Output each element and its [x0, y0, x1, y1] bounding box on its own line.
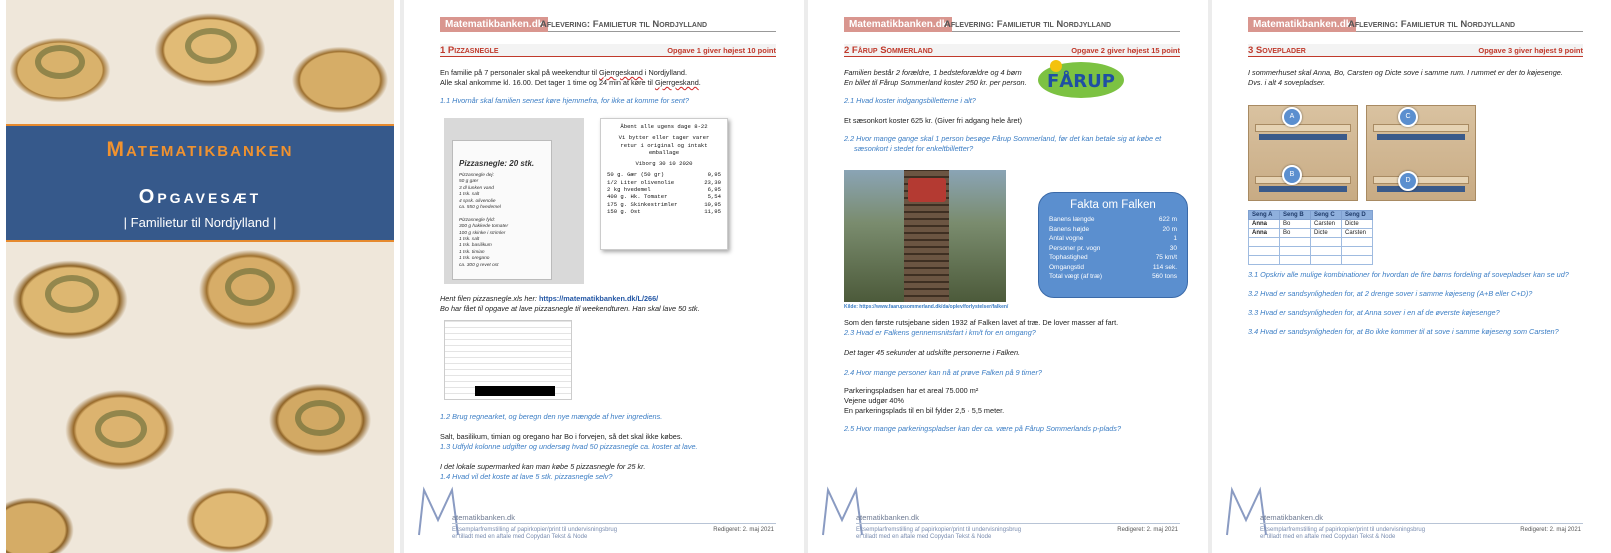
question-1-2: 1.2 Brug regnearket, og beregn den nye mængde af hver ingrediens. [440, 412, 663, 421]
header-brand: Matematikbanken.dk [440, 17, 548, 32]
question-3-3: 3.3 Hvad er sandsynligheden for, at Anna sover i en af de øverste køjesenge? [1248, 308, 1500, 317]
header-brand: Matematikbanken.dk [844, 17, 952, 32]
fakta-row: Omgangstid 114 sek. [1049, 263, 1177, 271]
receipt-item: 2 kg hvedemel 6,95 [607, 186, 721, 194]
file-line: Hent filen pizzasnegle.xls her: https://matematikbanken.dk/L/266/ [440, 294, 659, 303]
question-1-1: 1.1 Hvornår skal familien senest køre hjemmefra, for ikke at komme for sent? [440, 96, 689, 105]
footer-date: Redigeret: 2. maj 2021 [1117, 527, 1178, 533]
photo-source: Kilde: https://www.faarupsommerland.dk/da/oplev/forlystelser/falken/ [844, 304, 1009, 310]
salt-text: Salt, basilikum, timian og oregano har Bo i forvejen, så det skal ikke købes. [440, 432, 683, 441]
question-3-2: 3.2 Hvad er sandsynligheden for, at 2 drenge sover i samme køjeseng (A+B eller C+D)? [1248, 289, 1533, 298]
section-header [440, 44, 776, 57]
bed-label-d: D [1398, 171, 1418, 191]
footer-note: Eksemplarfremstilling af papirkopier/print til undervisningsbrug er tilladt med en aftale med Copydan Tekst & Node [452, 527, 618, 540]
table-row [1249, 238, 1373, 247]
parking-text: En parkeringsplads til en bil fylder 2,5 · 5,5 meter. [844, 406, 1005, 415]
footer-date: Redigeret: 2. maj 2021 [713, 527, 774, 533]
fakta-row: Total vægt (af træ) 560 tons [1049, 273, 1177, 280]
section-points: Opgave 2 giver højest 15 point [1071, 46, 1180, 55]
fakta-row: Personer pr. vogn 30 [1049, 244, 1177, 252]
table-row: Anna Bo Carsten Dicte [1249, 220, 1373, 229]
sleeping-table [1248, 210, 1373, 265]
receipt-item: 400 g. Hk. Tomater 5,54 [607, 193, 721, 201]
intro-line: En billet til Fårup Sommerland koster 250 kr. per person. [844, 78, 1027, 87]
table-row [1249, 247, 1373, 256]
intro-line: I sommerhuset skal Anna, Bo, Carsten og Dicte sove i samme rum. I rummet er der to køjesenge. [1248, 68, 1563, 77]
question-2-3: 2.3 Hvad er Falkens gennemsnitsfart i km/t for en omgang? [844, 328, 1036, 337]
parking-text: Parkeringspladsen har et areal 75.000 m² [844, 386, 979, 395]
cover-title-band [6, 124, 394, 242]
fakta-row: Banens højde 20 m [1049, 225, 1177, 233]
intro-line: Alle skal ankomme kl. 16.00. Det tager 1 time og 24 min at køre til Gjerrgeskand. [440, 78, 701, 87]
table-header: Seng A [1249, 211, 1280, 220]
intro-line: En familie på 7 personaler skal på weekendtur til Gjerrgeskand i Nordjylland. [440, 68, 688, 77]
footer-note: Eksemplarfremstilling af papirkopier/print til undervisningsbrug er tilladt med en aftale med Copydan Tekst & Node [1260, 527, 1426, 540]
cover-subtitle: | Familietur til Nordjylland | [123, 215, 277, 230]
footer-note: Eksemplarfremstilling af papirkopier/print til undervisningsbrug er tilladt med en aftale med Copydan Tekst & Node [856, 527, 1022, 540]
supermarket-text: I det lokale supermarked kan man købe 5 pizzasnegle for 25 kr. [440, 462, 646, 471]
question-2-4: 2.4 Hvor mange personer kan nå at prøve Falken på 9 timer? [844, 368, 1042, 377]
section-title: 3 Soveplader [1248, 45, 1306, 56]
page-farup [808, 0, 1208, 553]
intro-line: Dvs. i alt 4 sovepladser. [1248, 78, 1326, 87]
section-points: Opgave 1 giver højest 10 point [667, 46, 776, 55]
intro-line: Familien består 2 forældre, 1 bedsteforældre og 4 børn [844, 68, 1022, 77]
fakta-row: Antal vogne 1 [1049, 235, 1177, 242]
question-1-4: 1.4 Hvad vil det koste at lave 5 stk. pizzasnegle selv? [440, 472, 613, 481]
cover-title: Opgavesæt [138, 186, 262, 208]
header-brand: Matematikbanken.dk [1248, 17, 1356, 32]
section-title: 1 Pizzasnegle [440, 45, 499, 56]
fakta-row: Tophastighed 75 km/t [1049, 254, 1177, 261]
question-2-5: 2.5 Hvor mange parkeringspladser kan der ca. være på Fårup Sommerlands p-plads? [844, 424, 1122, 433]
table-header: Seng D [1342, 211, 1373, 220]
question-3-4: 3.4 Hvad er sandsynligheden for, at Bo ikke kommer til at sove i samme køjeseng som Carsten? [1248, 327, 1559, 336]
footer-name: atematikbanken.dk [452, 513, 515, 522]
cover-brand: Matematikbanken [106, 138, 294, 161]
recipe-notepad-image [444, 118, 584, 284]
page-header [1248, 17, 1583, 32]
header-title: Aflevering: Familietur til Nordjylland [944, 19, 1112, 30]
swirl-decor [35, 45, 85, 79]
unload-text: Det tager 45 sekunder at udskifte personerne i Falken. [844, 348, 1021, 357]
receipt-image: Åbent alle ugens dage 8-22 Vi bytter eller tager varer retur i original og intakt emballage Viborg 30 10 2020 50 g. Gær (50 gr) 0,95 1/2 Liter olivenolie 23,30 2 kg hvedemel 6,95 400 g. Hk. Tomater 5,54 175 g. Skinkestrimler 10,95 150 g. Ost 11,95 [600, 118, 728, 250]
cover-page [0, 0, 400, 553]
spreadsheet-thumbnail [444, 320, 572, 400]
parking-text: Vejene udgør 40% [844, 396, 905, 405]
page-sovepladser [1212, 0, 1611, 553]
season-text: Et sæsonkort koster 625 kr. (Giver fri adgang hele året) [844, 116, 1023, 125]
question-3-1: 3.1 Opskriv alle mulige kombinationer for hvordan de fire børns fordeling af sovepladser kan se ud? [1248, 270, 1569, 279]
question-2-2-cont: sæsonkort i stedet for enkeltbilletter? [854, 144, 974, 153]
falken-text: Som den første rutsjebane siden 1932 af Falken lavet af træ. De lover masser af fart. [844, 318, 1119, 327]
question-2-2: 2.2 Hvor mange gange skal 1 person besøge Fårup Sommerland, før det kan betale sig at købe et [844, 134, 1162, 143]
receipt-item: 150 g. Ost 11,95 [607, 207, 721, 215]
swirl-decor [95, 410, 147, 448]
footer-name: atematikbanken.dk [1260, 513, 1323, 522]
receipt-item: 1/2 Liter olivenolie 23,30 [607, 178, 721, 186]
farup-logo-icon [1036, 56, 1126, 100]
header-title: Aflevering: Familietur til Nordjylland [540, 19, 708, 30]
swirl-decor [295, 400, 345, 436]
question-1-3: 1.3 Udfyld kolonne udgifter og undersøg hvad 50 pizzasnegle ca. koster at lave. [440, 442, 698, 451]
question-2-1: 2.1 Hvad koster indgangsbilletterne i alt? [844, 96, 976, 105]
svg-text:FÅRUP: FÅRUP [1047, 71, 1115, 92]
section-header [1248, 44, 1583, 57]
page-pizzasnegle [404, 0, 804, 553]
footer-name: atematikbanken.dk [856, 513, 919, 522]
bed-label-b: B [1282, 165, 1302, 185]
notepad-lines: Pizzasnegle dej: 50 g gær 3 dl lunken vand 1 tsk. salt 4 spsk. olivenolie ca. 550 g hvedemel Pizzasnegle fyld: 300 g hakkede tomater 100 g skinke i strimler 1 tsk. salt 1 tsk. basilikum 1 tsk. timian 1 tsk. oregano ca. 300 g revet ost [459, 173, 509, 268]
bed-label-a: A [1282, 107, 1302, 127]
receipt-item: 175 g. Skinkestrimler 10,95 [607, 200, 721, 208]
swirl-decor [225, 268, 275, 306]
receipt-item: 50 g. Gær (50 gr) 0,95 [607, 171, 721, 179]
fakta-row: Banens længde 622 m [1049, 216, 1177, 223]
fakta-title: Fakta om Falken [1070, 199, 1156, 211]
spreadsheet-link[interactable]: https://matematikbanken.dk/L/266/ [538, 294, 659, 303]
bo-text: Bo har fået til opgave at lave pizzasnegle til weekendturen. Han skal lave 50 stk. [440, 304, 700, 313]
section-title: 2 Fårup Sommerland [844, 45, 933, 56]
page-header [844, 17, 1180, 32]
swirl-decor [185, 28, 237, 64]
section-points: Opgave 3 giver højest 9 point [1478, 46, 1583, 55]
section-header [844, 44, 1180, 57]
header-title: Aflevering: Familietur til Nordjylland [1348, 19, 1516, 30]
table-row [1249, 256, 1373, 265]
swirl-decor [45, 275, 99, 313]
page-header [440, 17, 776, 32]
bunk-beds-image [1248, 105, 1478, 201]
falken-coaster-photo [844, 170, 1006, 302]
table-header: Seng B [1280, 211, 1311, 220]
fakta-box [1038, 192, 1188, 298]
bed-label-c: C [1398, 107, 1418, 127]
table-row: Anna Bo Dicte Carsten [1249, 229, 1373, 238]
table-header: Seng C [1311, 211, 1342, 220]
notepad-title: Pizzasnegle: 20 stk. [459, 159, 535, 168]
footer-date: Redigeret: 2. maj 2021 [1520, 527, 1581, 533]
